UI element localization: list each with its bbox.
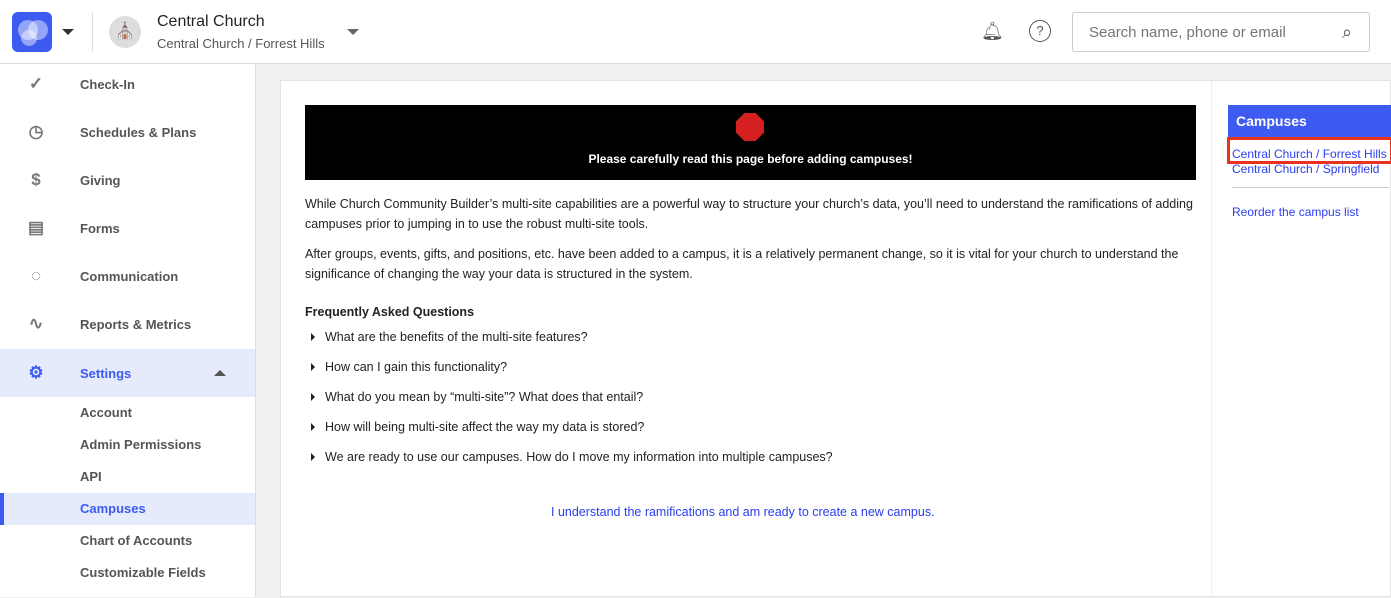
main-panel xyxy=(280,80,1391,597)
search-input[interactable] xyxy=(1072,12,1370,52)
check-circle-icon: ✓ xyxy=(28,74,44,93)
sidebar-item-forms[interactable] xyxy=(0,204,255,252)
sidebar-item-check-in[interactable] xyxy=(0,60,255,108)
sub-item-customizable-fields[interactable]: Customizable Fields xyxy=(80,565,206,580)
notification-bell-icon[interactable]: 🔔︎ xyxy=(981,21,1004,41)
highlight-box xyxy=(1227,137,1391,164)
sidebar-item-schedules[interactable] xyxy=(0,108,255,156)
gear-icon: ⚙ xyxy=(28,363,44,382)
faq-item[interactable]: What do you mean by “multi-site”? What does that entail? xyxy=(311,390,643,404)
dollar-icon: $ xyxy=(31,170,41,189)
top-bar xyxy=(0,0,1391,64)
faq-item[interactable]: How will being multi-site affect the way my data is stored? xyxy=(311,420,644,434)
sub-item-admin-permissions[interactable]: Admin Permissions xyxy=(80,437,202,452)
clipboard-icon: ▤ xyxy=(27,218,45,237)
sub-item-campuses[interactable]: Campuses xyxy=(0,493,255,525)
clock-icon: ◷ xyxy=(28,122,44,141)
sub-item-account[interactable]: Account xyxy=(80,405,132,420)
faq-heading: Frequently Asked Questions xyxy=(305,305,475,319)
warning-banner xyxy=(305,105,1196,180)
label: Check-In xyxy=(80,76,135,92)
label: Communication xyxy=(80,268,179,284)
org-name[interactable]: Central Church xyxy=(157,13,265,30)
stop-sign-icon xyxy=(736,113,764,141)
reorder-campus-link[interactable]: Reorder the campus list xyxy=(1232,205,1359,219)
faq-item[interactable]: How can I gain this functionality? xyxy=(311,360,507,374)
warning-paragraph: After groups, events, gifts, and positions, etc. have been added to a campus, it is a relatively permanent change, so it is vital for your church to understand the significance of changing the way your data is structured in the system. xyxy=(305,247,1179,281)
campus-link-forrest-hills[interactable]: Central Church / Forrest Hills xyxy=(1232,147,1387,161)
sidebar-item-giving[interactable] xyxy=(0,156,255,204)
chart-line-icon: ∿ xyxy=(28,314,44,333)
church-icon: ⛪ xyxy=(109,16,141,48)
sidebar xyxy=(0,64,256,597)
label: Schedules & Plans xyxy=(80,124,197,140)
app-menu-caret-icon[interactable] xyxy=(62,29,74,35)
sidebar-item-communication[interactable] xyxy=(0,252,255,300)
collapse-caret-icon[interactable] xyxy=(214,370,226,376)
campus-link-springfield[interactable]: Central Church / Springfield xyxy=(1232,162,1380,176)
intro-paragraph: While Church Community Builder’s multi-site capabilities are a powerful way to structure your church’s data, you’ll need to understand the ramifications of adding campuses prior to jumping in to use the robust multi-site tools. xyxy=(305,197,1193,231)
campuses-panel xyxy=(1211,81,1391,598)
search-icon[interactable]: ⌕ xyxy=(1341,22,1353,42)
sidebar-item-reports[interactable] xyxy=(0,300,255,348)
label: Reports & Metrics xyxy=(80,316,192,332)
campuses-heading: Campuses xyxy=(1228,105,1391,137)
campus-path[interactable]: Central Church / Forrest Hills xyxy=(157,36,325,51)
create-campus-link[interactable]: I understand the ramifications and am ready to create a new campus. xyxy=(551,505,935,519)
chat-icon: ◌ xyxy=(30,266,42,285)
label: Giving xyxy=(80,172,121,188)
faq-item[interactable]: What are the benefits of the multi-site features? xyxy=(311,330,588,344)
sub-item-api[interactable]: API xyxy=(80,469,102,484)
campus-switch-caret-icon[interactable] xyxy=(347,29,359,35)
sub-item-chart-of-accounts[interactable]: Chart of Accounts xyxy=(80,533,193,548)
divider xyxy=(92,12,93,52)
divider xyxy=(1232,187,1389,188)
label: Settings xyxy=(80,365,132,381)
app-logo-icon[interactable] xyxy=(12,12,52,52)
label: Forms xyxy=(80,220,120,236)
sidebar-item-settings[interactable] xyxy=(0,349,255,397)
help-icon[interactable]: ? xyxy=(1029,20,1051,42)
banner-text: Please carefully read this page before adding campuses! xyxy=(588,152,913,166)
faq-item[interactable]: We are ready to use our campuses. How do I move my information into multiple campuses? xyxy=(311,450,833,464)
